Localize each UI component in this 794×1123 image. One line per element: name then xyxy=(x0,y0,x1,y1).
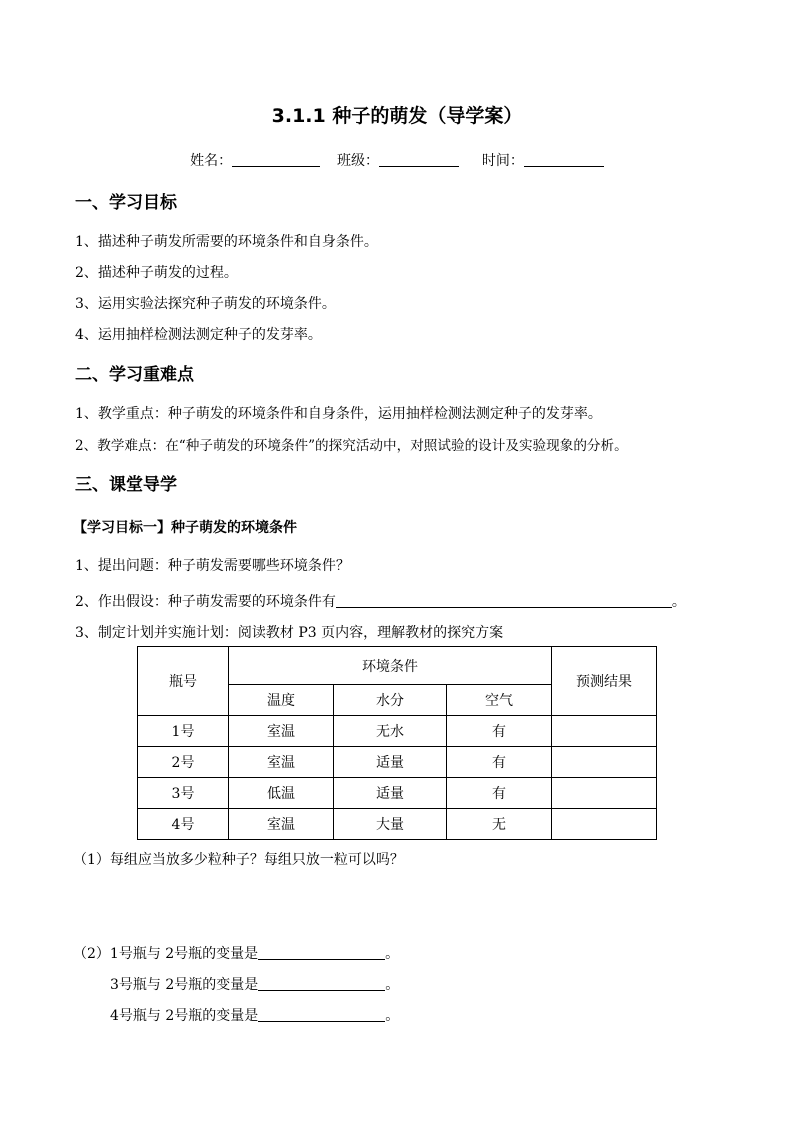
cell-water: 大量 xyxy=(334,809,447,840)
question-seed-count: （1）每组应当放多少粒种子？每组只放一粒可以吗？ xyxy=(73,852,404,868)
variable-text-3: 4号瓶与 2号瓶的变量是 xyxy=(110,1008,259,1024)
hypothesis-blank[interactable] xyxy=(336,593,672,608)
cell-air: 有 xyxy=(447,716,552,747)
cell-result[interactable] xyxy=(552,747,657,778)
experiment-table xyxy=(137,646,657,840)
table-row xyxy=(138,716,657,747)
cell-result[interactable] xyxy=(552,778,657,809)
student-info-line xyxy=(0,150,794,170)
cell-temperature: 室温 xyxy=(229,809,334,840)
section-heading-guide: 三、课堂导学 xyxy=(75,475,177,495)
step-hypothesis xyxy=(75,591,686,611)
cell-bottle: 2号 xyxy=(138,747,229,778)
variable-period-1: 。 xyxy=(385,946,400,962)
cell-temperature: 低温 xyxy=(229,778,334,809)
hypothesis-period: 。 xyxy=(671,594,686,610)
name-blank[interactable] xyxy=(232,152,320,167)
section-heading-key-points: 二、学习重难点 xyxy=(75,365,194,385)
header-bottle: 瓶号 xyxy=(138,647,229,716)
cell-air: 有 xyxy=(447,747,552,778)
variable-text-1: （2）1号瓶与 2号瓶的变量是 xyxy=(73,946,259,962)
cell-water: 适量 xyxy=(334,778,447,809)
cell-air: 有 xyxy=(447,778,552,809)
cell-air: 无 xyxy=(447,809,552,840)
key-point-1: 1、教学重点：种子萌发的环境条件和自身条件，运用抽样检测法测定种子的发芽率。 xyxy=(75,406,602,422)
goal-item-4: 4、运用抽样检测法测定种子的发芽率。 xyxy=(75,327,322,343)
cell-result[interactable] xyxy=(552,716,657,747)
variable-blank-2[interactable] xyxy=(258,976,385,991)
header-environment: 环境条件 xyxy=(229,647,552,685)
goal-item-1: 1、描述种子萌发所需要的环境条件和自身条件。 xyxy=(75,234,378,250)
class-label: 班级： xyxy=(337,153,379,169)
step-plan: 3、制定计划并实施计划：阅读教材 P3 页内容，理解教材的探究方案 xyxy=(75,625,504,641)
section-heading-goals: 一、学习目标 xyxy=(75,193,177,213)
variable-period-3: 。 xyxy=(385,1008,400,1024)
goal-one-title: 【学习目标一】种子萌发的环境条件 xyxy=(73,520,297,536)
table-row xyxy=(138,778,657,809)
variable-blank-3[interactable] xyxy=(258,1007,385,1022)
header-water: 水分 xyxy=(334,685,447,716)
header-result: 预测结果 xyxy=(552,647,657,716)
table-row xyxy=(138,809,657,840)
cell-water: 无水 xyxy=(334,716,447,747)
goal-item-3: 3、运用实验法探究种子萌发的环境条件。 xyxy=(75,296,336,312)
cell-water: 适量 xyxy=(334,747,447,778)
key-point-2: 2、教学难点：在“种子萌发的环境条件”的探究活动中，对照试验的设计及实验现象的分析。 xyxy=(75,438,628,454)
cell-bottle: 4号 xyxy=(138,809,229,840)
goal-item-2: 2、描述种子萌发的过程。 xyxy=(75,265,238,281)
cell-temperature: 室温 xyxy=(229,716,334,747)
page-title: 3.1.1 种子的萌发（导学案） xyxy=(271,105,523,127)
cell-result[interactable] xyxy=(552,809,657,840)
step-question: 1、提出问题：种子萌发需要哪些环境条件？ xyxy=(75,558,350,574)
question-variable-1 xyxy=(73,943,399,963)
variable-period-2: 。 xyxy=(385,977,400,993)
cell-bottle: 3号 xyxy=(138,778,229,809)
cell-temperature: 室温 xyxy=(229,747,334,778)
question-variable-3 xyxy=(110,1005,399,1025)
header-air: 空气 xyxy=(447,685,552,716)
cell-bottle: 1号 xyxy=(138,716,229,747)
table-row xyxy=(138,747,657,778)
question-variable-2 xyxy=(110,974,399,994)
hypothesis-text: 2、作出假设：种子萌发需要的环境条件有 xyxy=(75,594,336,610)
name-label: 姓名： xyxy=(190,153,233,169)
time-blank[interactable] xyxy=(524,152,604,167)
variable-blank-1[interactable] xyxy=(258,945,385,960)
header-temperature: 温度 xyxy=(229,685,334,716)
class-blank[interactable] xyxy=(379,152,459,167)
time-label: 时间： xyxy=(481,153,524,169)
variable-text-2: 3号瓶与 2号瓶的变量是 xyxy=(110,977,259,993)
